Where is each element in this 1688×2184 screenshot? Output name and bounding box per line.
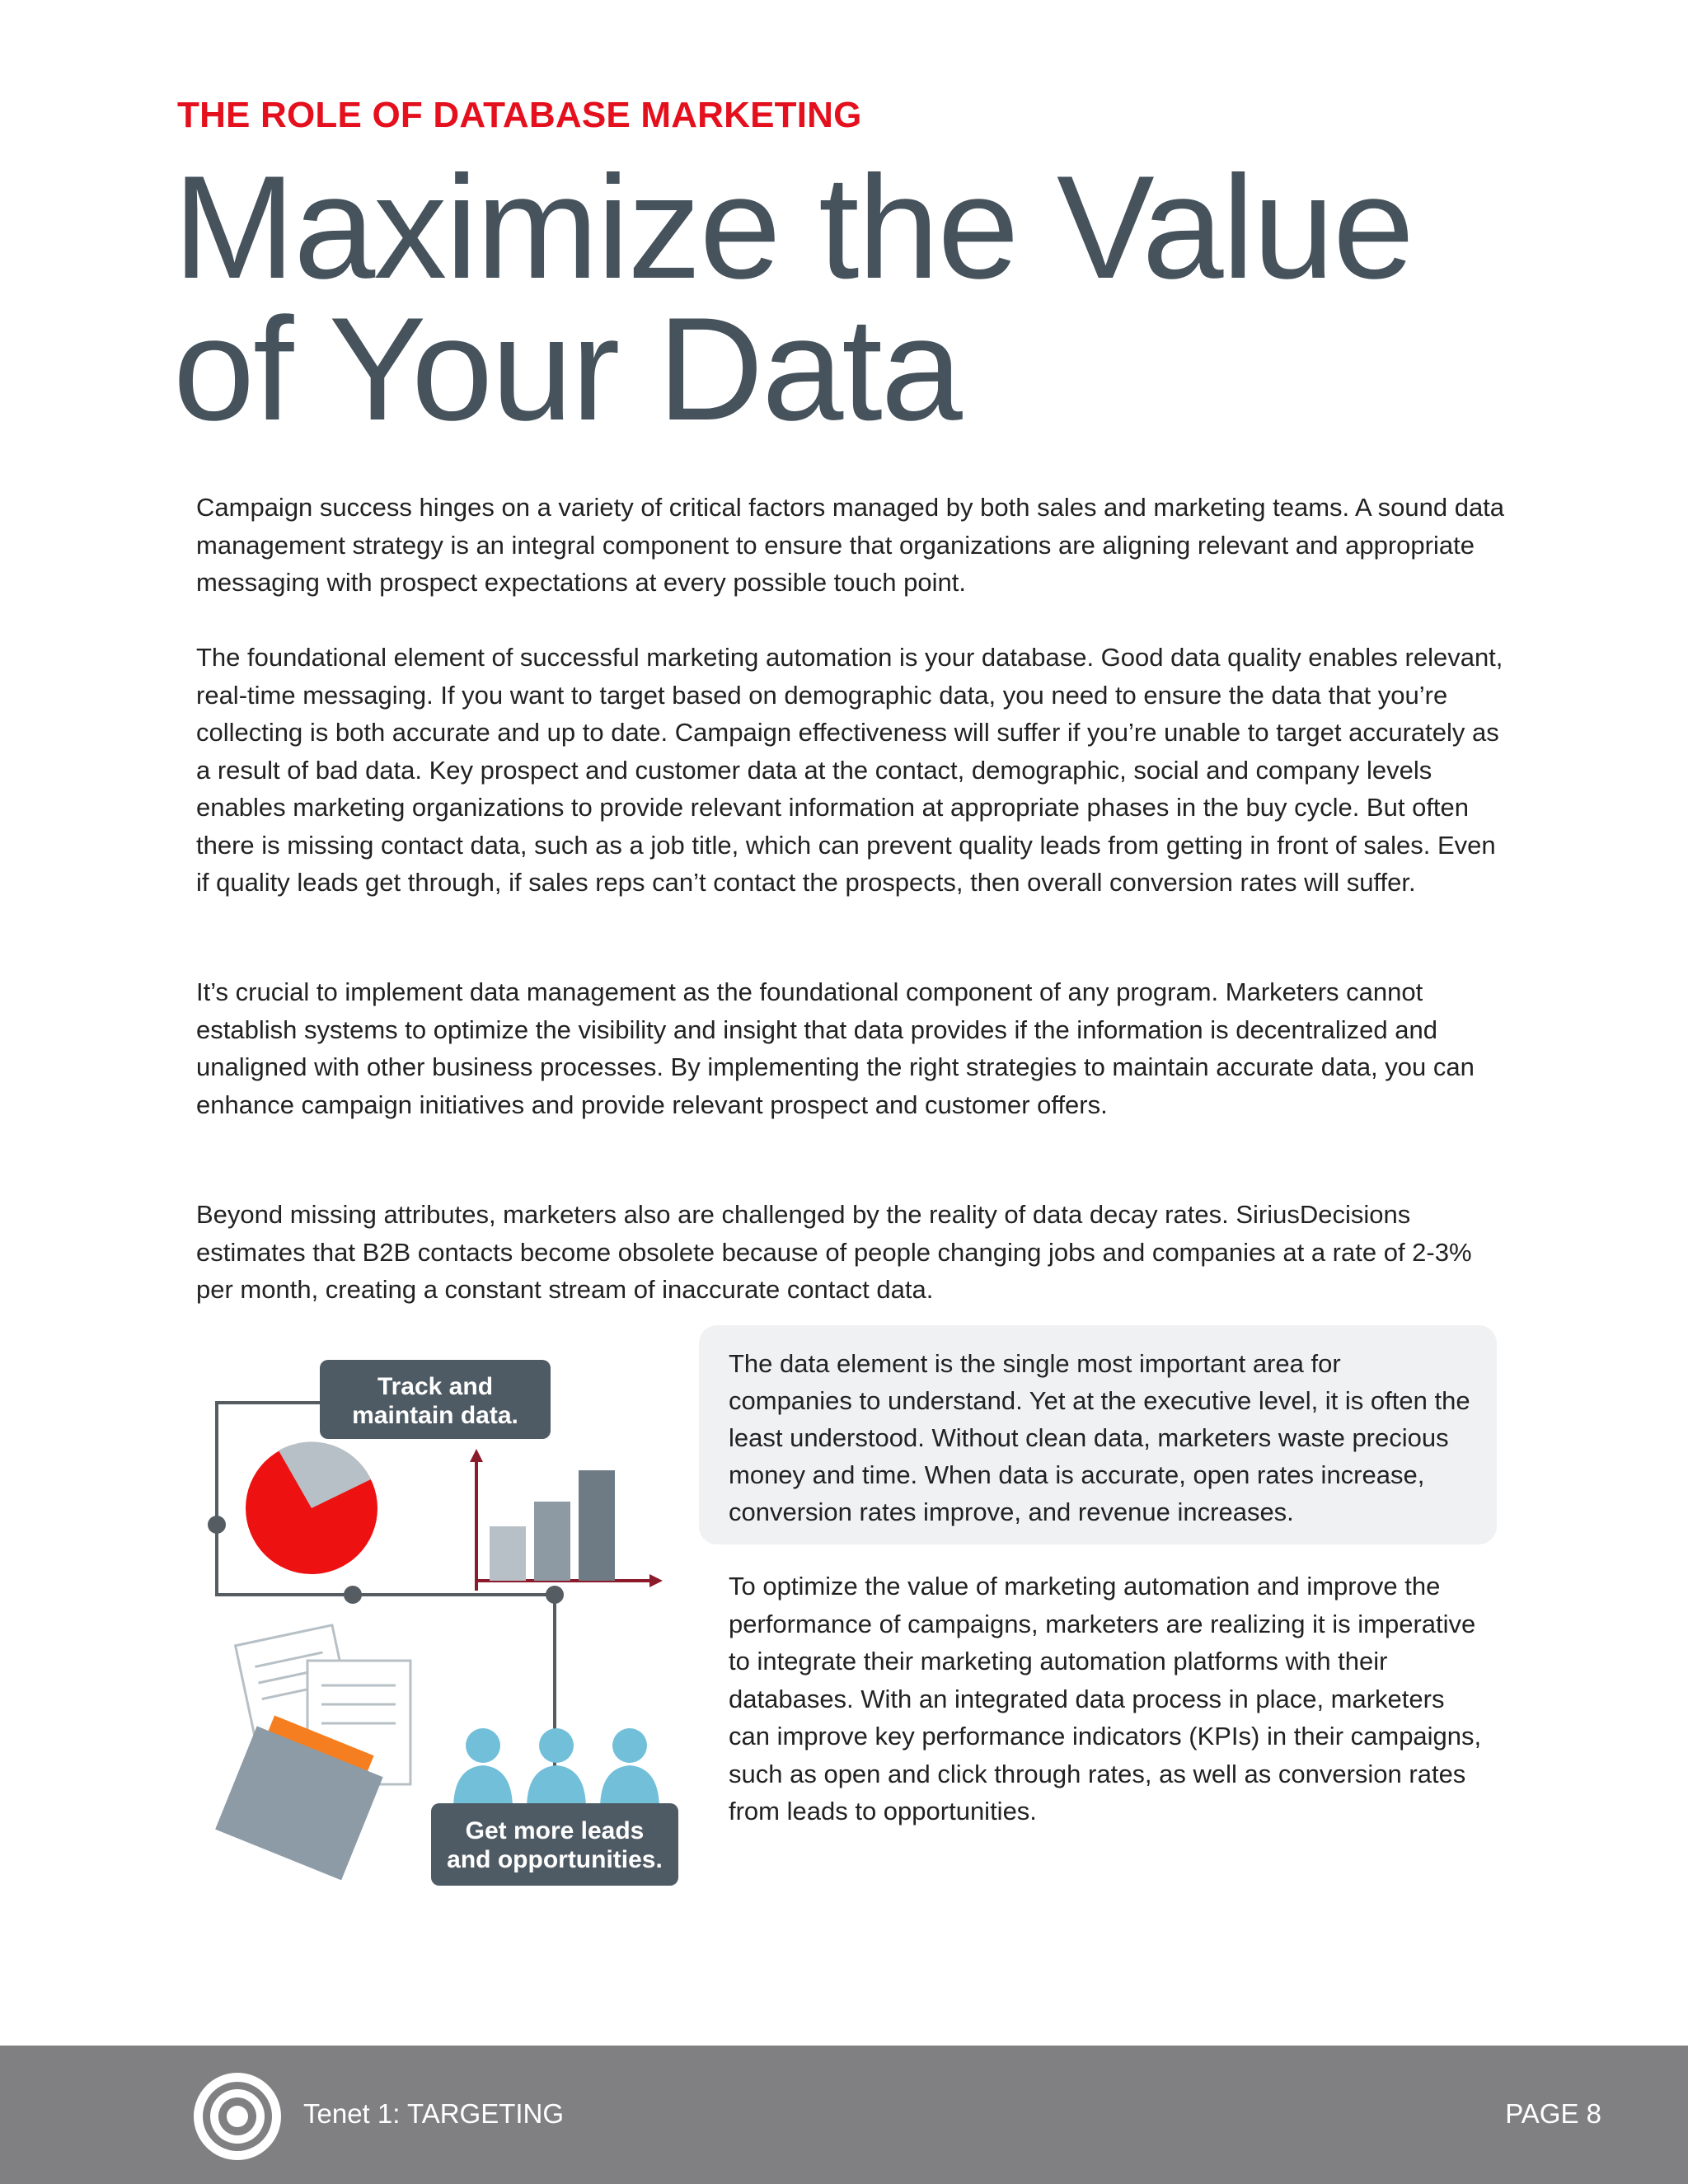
- badge-leads-opportunities: [431, 1803, 678, 1886]
- connector-node: [546, 1586, 564, 1604]
- connector-node: [344, 1586, 362, 1604]
- callout-text: The data element is the single most important area for companies to understand. Yet at the executive level, it is often the least understood. Without clean data, marketers waste precious money and time. When data is accurate, open rates increase, conversion rates improve, and revenue increases.: [729, 1349, 1470, 1526]
- footer-tenet-label: Tenet 1: TARGETING: [303, 2098, 565, 2129]
- connector-node: [208, 1516, 226, 1534]
- title-line-1: Maximize the Value: [173, 145, 1414, 309]
- badge-track-maintain: [320, 1360, 551, 1439]
- badge-leads-line-2: and opportunities.: [447, 1846, 663, 1873]
- bar-chart-icon: [470, 1449, 663, 1591]
- footer-page-number: PAGE 8: [1505, 2098, 1601, 2129]
- documents-folder-icon: [215, 1625, 410, 1881]
- paragraph-integration: To optimize the value of marketing automation and improve the performance of campaigns, marketers are realizing it is imperative to integrate their marketing automation platforms with their databases. With an integrated data process in place, marketers can improve key performance indicators (KPIs) in their campaigns, such as open and click through rates, as well as conversion rates from leads to opportunities.: [729, 1572, 1482, 1825]
- section-eyebrow: THE ROLE OF DATABASE MARKETING: [177, 95, 862, 135]
- paragraph-data-decay: Beyond missing attributes, marketers also are challenged by the reality of data decay rates. SiriusDecisions estimates that B2B contacts become obsolete because of people changing jobs and companies at a rate of 2-3% per month, creating a constant stream of inaccurate contact data.: [196, 1200, 1472, 1304]
- page-title: [173, 145, 1574, 451]
- title-line-2: of Your Data: [173, 287, 961, 451]
- pie-chart-icon: [246, 1441, 377, 1574]
- paragraph-foundational: The foundational element of successful marketing automation is your database. Good data quality enables relevant, real-time messaging. If you want to target based on demographic data, you need to ensure the data that you’re collecting is both accurate and up to date. Campaign effectiveness will suffer if you’re unable to target accurately as a result of bad data. Key prospect and customer data at the contact, demographic, social and company levels enables marketing organizations to provide relevant information at appropriate phases in the buy cycle. But often there is missing contact data, such as a job title, which can prevent quality leads from getting in front of sales. Even if quality leads get through, if sales reps can’t contact the prospects, then overall conversion rates will suffer.: [196, 643, 1503, 897]
- badge-track-line-2: maintain data.: [352, 1402, 518, 1429]
- people-icon: [453, 1728, 659, 1809]
- target-icon: [191, 2070, 284, 2163]
- badge-leads-line-1: Get more leads: [465, 1817, 645, 1844]
- paragraph-data-management: It’s crucial to implement data management as the foundational component of any program. Marketers cannot establish systems to optimize the visibility and insight that data provides if the information is decentralized and unaligned with other business processes. By implementing the right strategies to maintain accurate data, you can enhance campaign initiatives and provide relevant prospect and customer offers.: [196, 977, 1475, 1119]
- data-illustration: [188, 1352, 699, 1896]
- paragraph-intro: Campaign success hinges on a variety of critical factors managed by both sales and marketing teams. A sound data management strategy is an integral component to ensure that organizations are aligning relevant and appropriate messaging with prospect expectations at every possible touch point.: [196, 493, 1505, 597]
- badge-track-line-1: Track and: [377, 1373, 494, 1400]
- page-footer: [0, 2046, 1688, 2184]
- callout-box: [699, 1325, 1497, 1544]
